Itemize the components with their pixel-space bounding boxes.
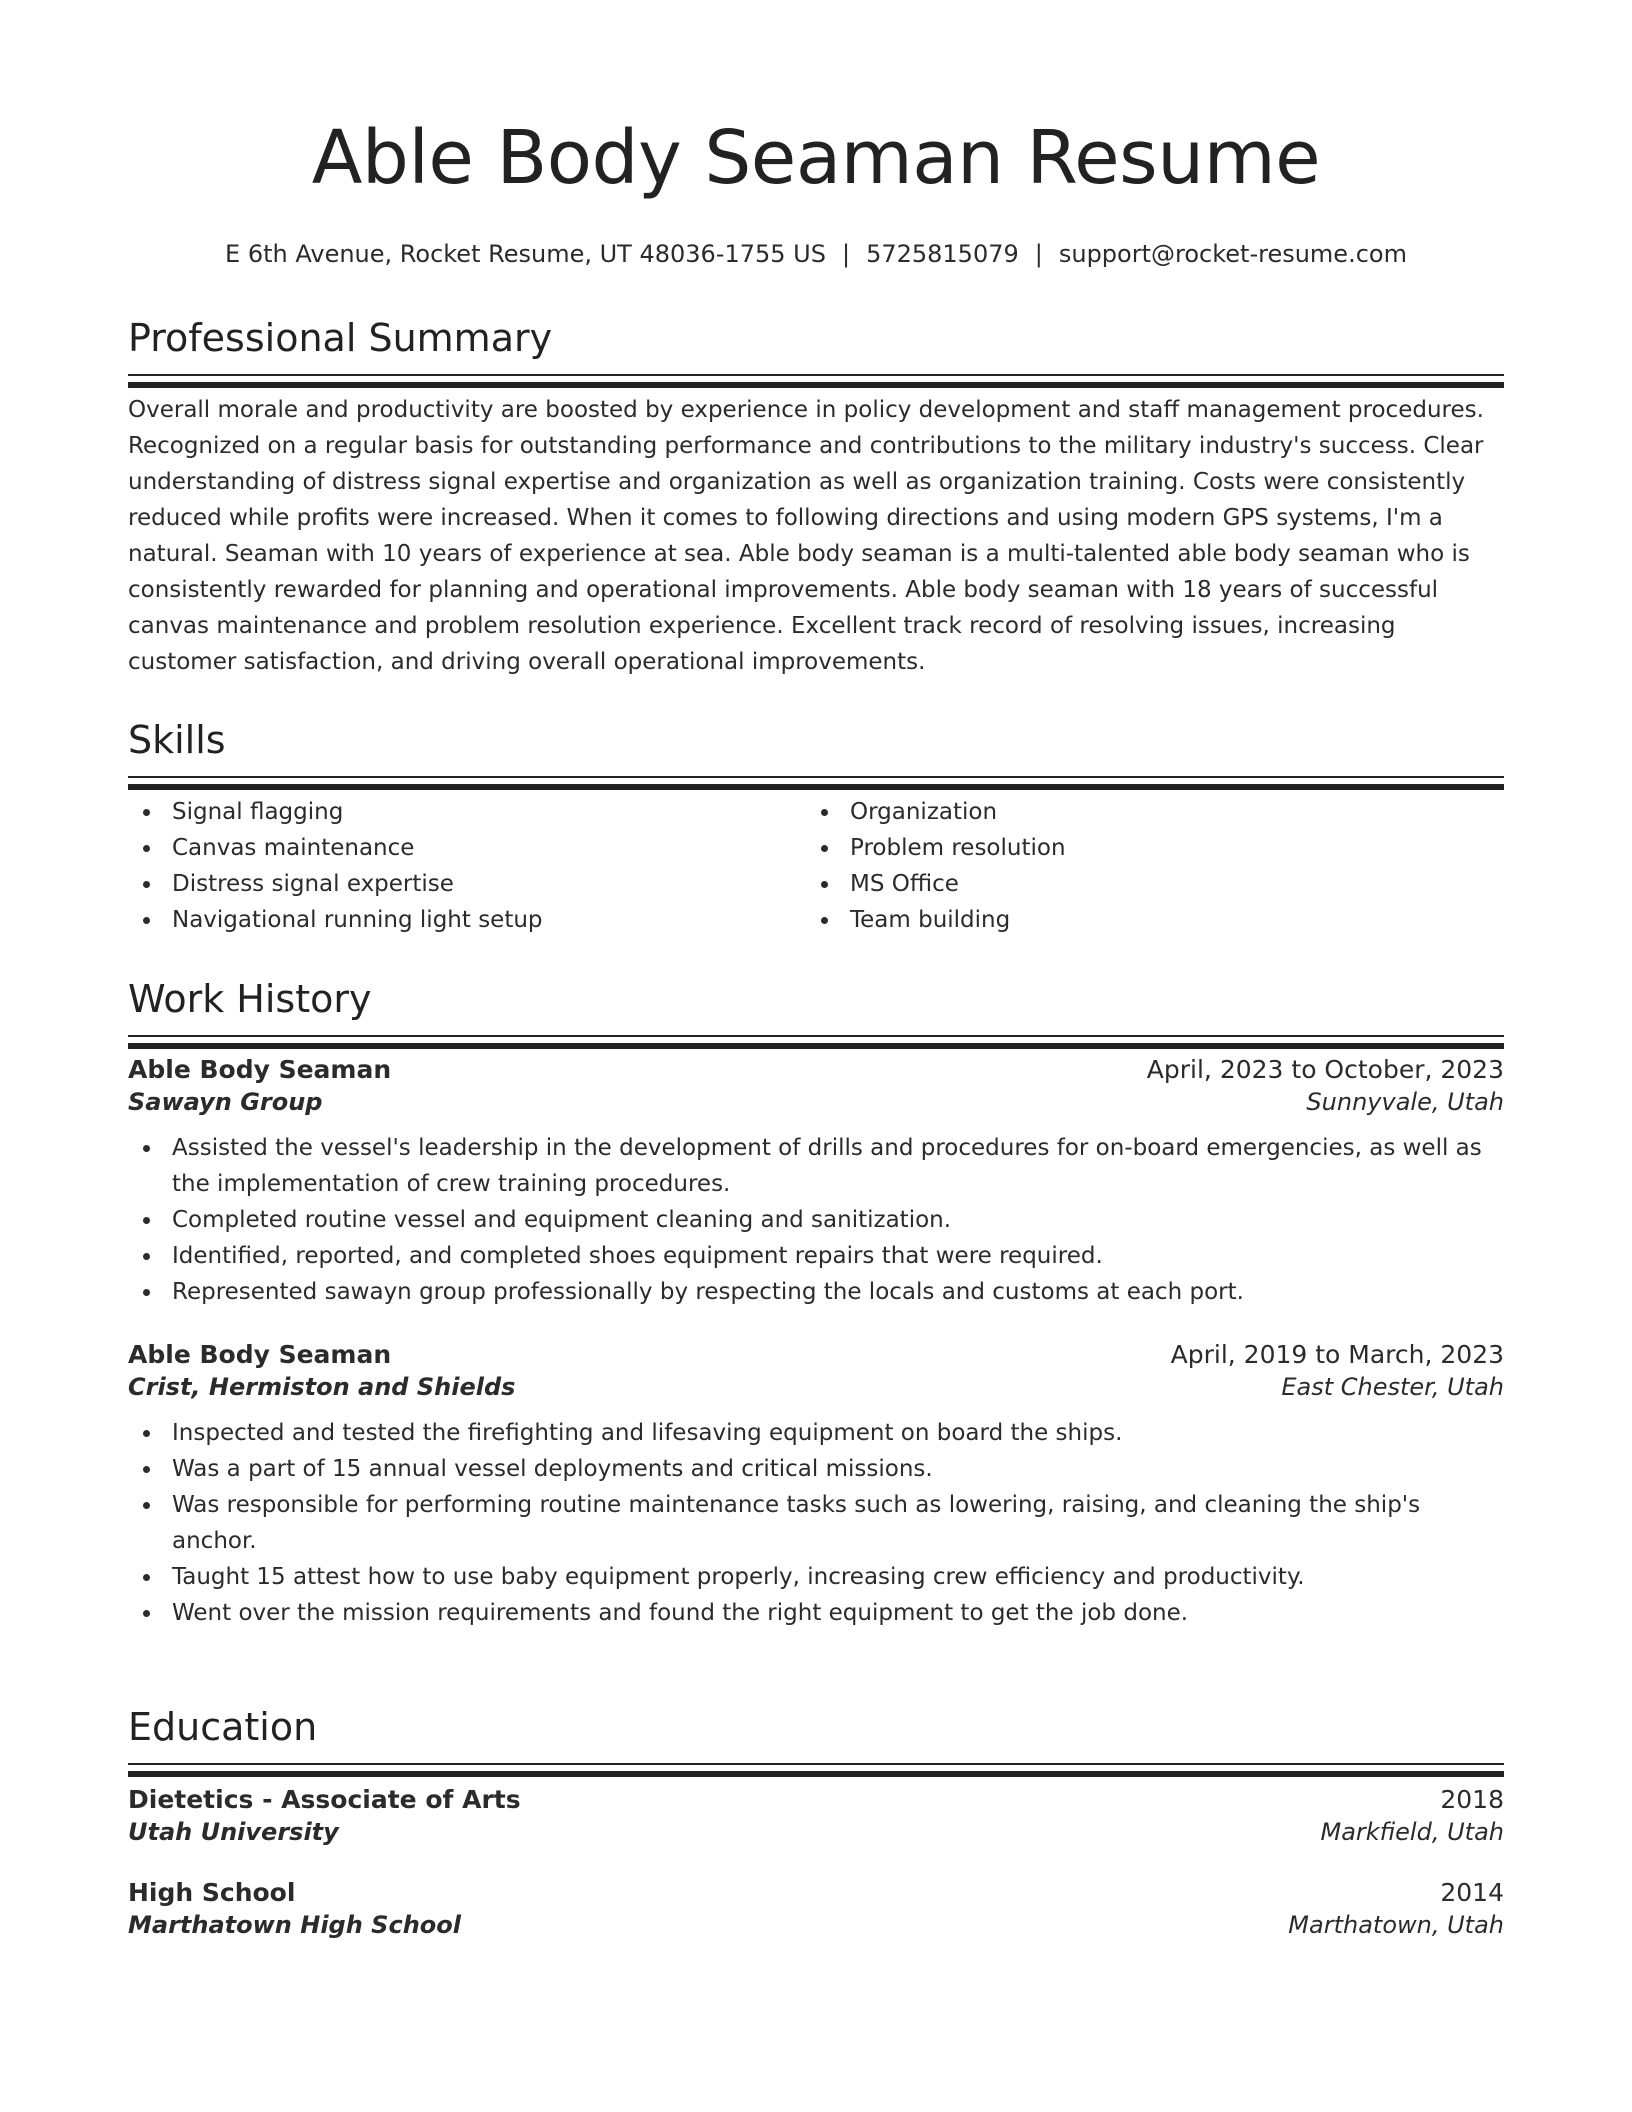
section-title-summary: Professional Summary (128, 316, 553, 360)
section-divider (128, 776, 1504, 778)
skills-column-right (806, 794, 1484, 938)
summary-line: consistently rewarded for planning and operational improvements. Able body seaman with 18 years of successful (128, 576, 1439, 603)
contact-line (128, 240, 1504, 268)
graduation-year: 2014 (1440, 1877, 1504, 1907)
contact-address: E 6th Avenue, Rocket Resume, UT 48036-1755 US (225, 240, 826, 268)
job-entry (128, 1340, 1504, 1631)
job-company-row (128, 1088, 1504, 1116)
section-divider (128, 374, 1504, 376)
summary-line: reduced while profits were increased. When it comes to following directions and using modern GPS systems, I'm a (128, 504, 1443, 531)
contact-email: support@rocket-resume.com (1058, 240, 1407, 268)
degree-title: High School (128, 1877, 296, 1907)
skills-column-left (128, 794, 806, 938)
education-school-row (128, 1911, 1504, 1939)
skill-item: Signal flagging (128, 794, 806, 830)
job-location: East Chester, Utah (1281, 1372, 1504, 1401)
contact-separator: | (1034, 240, 1043, 268)
job-location: Sunnyvale, Utah (1306, 1087, 1504, 1116)
skill-item: Distress signal expertise (128, 866, 806, 902)
job-bullets (128, 1130, 1504, 1310)
job-bullets (128, 1415, 1504, 1631)
job-bullet: Taught 15 attest how to use baby equipment properly, increasing crew efficiency and productivity. (128, 1559, 1504, 1595)
skill-item: Navigational running light setup (128, 902, 806, 938)
job-company-row (128, 1373, 1504, 1401)
summary-line: natural. Seaman with 10 years of experience at sea. Able body seaman is a multi-talented able body seaman who is (128, 540, 1470, 567)
section-divider (128, 1035, 1504, 1037)
job-bullet: Was responsible for performing routine maintenance tasks such as lowering, raising, and cleaning the ship's anchor. (128, 1487, 1504, 1559)
job-bullet: Inspected and tested the firefighting and lifesaving equipment on board the ships. (128, 1415, 1504, 1451)
skill-item: MS Office (806, 866, 1484, 902)
skill-item: Canvas maintenance (128, 830, 806, 866)
job-bullet: Was a part of 15 annual vessel deployments and critical missions. (128, 1451, 1504, 1487)
skills-section (128, 718, 1504, 938)
section-title-skills: Skills (128, 718, 226, 762)
summary-line: customer satisfaction, and driving overall operational improvements. (128, 648, 926, 675)
graduation-year: 2018 (1440, 1784, 1504, 1814)
job-header-row (128, 1340, 1504, 1369)
school-location: Markfield, Utah (1320, 1817, 1504, 1846)
summary-line: understanding of distress signal expertise and organization as well as organization training. Costs were consistently (128, 468, 1466, 495)
company-name: Crist, Hermiston and Shields (128, 1372, 516, 1401)
section-title-work: Work History (128, 977, 372, 1021)
job-dates: April, 2019 to March, 2023 (1170, 1339, 1504, 1369)
contact-phone: 5725815079 (866, 240, 1019, 268)
job-bullet: Represented sawayn group professionally by respecting the locals and customs at each port. (128, 1274, 1504, 1310)
job-bullet: Completed routine vessel and equipment cleaning and sanitization. (128, 1202, 1504, 1238)
section-divider (128, 1763, 1504, 1765)
education-header-row (128, 1785, 1504, 1814)
summary-section (128, 316, 1504, 680)
education-entry (128, 1785, 1504, 1846)
job-title: Able Body Seaman (128, 1054, 392, 1084)
school-location: Marthatown, Utah (1288, 1910, 1504, 1939)
contact-separator: | (841, 240, 851, 268)
work-history-section (128, 977, 1504, 1631)
school-name: Utah University (128, 1817, 339, 1846)
company-name: Sawayn Group (128, 1087, 323, 1116)
job-bullet: Identified, reported, and completed shoes equipment repairs that were required. (128, 1238, 1504, 1274)
summary-text (128, 392, 1504, 680)
school-name: Marthatown High School (128, 1910, 461, 1939)
education-section (128, 1705, 1504, 1939)
job-bullet: Assisted the vessel's leadership in the development of drills and procedures for on-board emergencies, as well as the implementation of crew training procedures. (128, 1130, 1504, 1202)
job-bullet: Went over the mission requirements and found the right equipment to get the job done. (128, 1595, 1504, 1631)
summary-line: Overall morale and productivity are boosted by experience in policy development and staff management procedures. (128, 396, 1484, 423)
skill-item: Team building (806, 902, 1484, 938)
summary-line: Recognized on a regular basis for outstanding performance and contributions to the military industry's success. Clear (128, 432, 1484, 459)
resume-title: Able Body Seaman Resume (311, 115, 1321, 201)
education-entry (128, 1878, 1504, 1939)
job-header-row (128, 1055, 1504, 1084)
skill-item: Problem resolution (806, 830, 1484, 866)
education-school-row (128, 1818, 1504, 1846)
degree-title: Dietetics - Associate of Arts (128, 1784, 521, 1814)
skills-columns (128, 794, 1504, 938)
job-title: Able Body Seaman (128, 1339, 392, 1369)
education-header-row (128, 1878, 1504, 1907)
summary-line: canvas maintenance and problem resolution experience. Excellent track record of resolving issues, increasing (128, 612, 1396, 639)
section-title-education: Education (128, 1705, 318, 1749)
job-dates: April, 2023 to October, 2023 (1146, 1054, 1504, 1084)
skill-item: Organization (806, 794, 1484, 830)
job-entry (128, 1055, 1504, 1310)
